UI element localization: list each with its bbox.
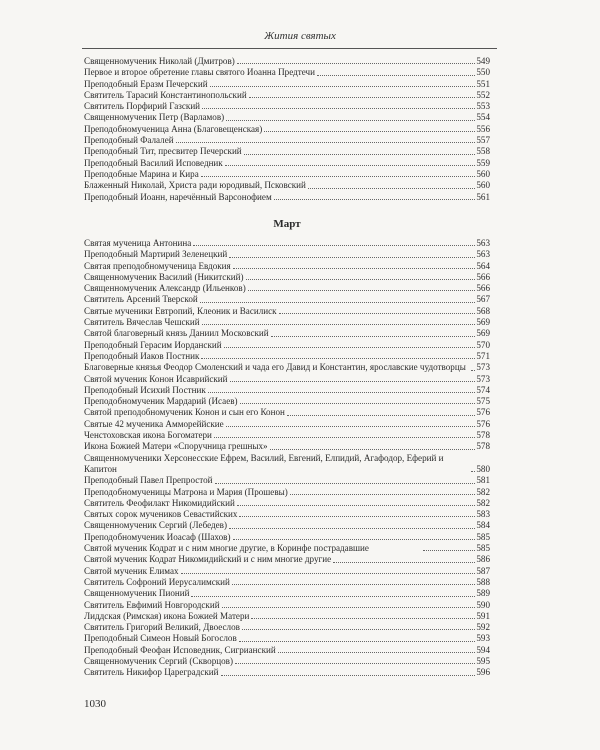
dot-leader [226, 120, 475, 121]
toc-entry [84, 158, 490, 169]
section-heading: Март [273, 218, 301, 230]
toc-entry [84, 667, 490, 678]
toc-entry-page: 586 [476, 554, 490, 565]
dot-leader [290, 494, 476, 495]
toc-entry [84, 340, 490, 351]
dot-leader [308, 188, 475, 189]
toc-entry-page: 552 [476, 89, 490, 100]
toc-entry-title: Преподобный Исихий Постник [84, 384, 206, 395]
dot-leader [232, 584, 475, 585]
dot-leader [191, 596, 475, 597]
toc-entry [84, 520, 490, 531]
toc-entry-title: Священномученик Петр (Варламов) [84, 112, 225, 123]
toc-entry [84, 112, 490, 123]
toc-entry [84, 566, 490, 577]
toc-entry [84, 487, 490, 498]
toc-entry [84, 192, 490, 203]
dot-leader [193, 245, 475, 246]
toc-entry-title: Преподобный Феофан Исповедник, Сигрианский [84, 644, 276, 655]
dot-leader [225, 165, 476, 166]
toc-entry-page: 580 [476, 463, 490, 474]
toc-entry [84, 419, 490, 430]
toc-entry-page: 576 [476, 418, 490, 429]
toc-entry-title: Святой мученик Кодрат и с ним многие другие, в Коринфе пострадавшие [84, 543, 369, 554]
toc-list-march [84, 238, 490, 679]
toc-entry-title: Преподобный Василий Исповедник [84, 157, 223, 168]
dot-leader [201, 176, 476, 177]
toc-entry-title: Благоверные князья Феодор Смоленский и чада его Давид и Константин, ярославские чудотворцы [84, 362, 466, 373]
dot-leader [471, 471, 475, 472]
toc-entry-title: Преподобный Мартирий Зеленецкий [84, 249, 228, 260]
toc-entry [84, 328, 490, 339]
toc-entry-page: 584 [476, 520, 490, 531]
toc-entry-title: Ченстоховская икона Богоматери [84, 430, 212, 441]
toc-entry-title: Святитель Никифор Цареградский [84, 667, 219, 678]
page-number: 1030 [84, 698, 106, 710]
dot-leader [264, 131, 475, 132]
toc-entry-page: 569 [476, 328, 490, 339]
toc-entry-page: 553 [476, 101, 490, 112]
toc-entry-title: Священномученик Василий (Никитский) [84, 271, 244, 282]
dot-leader [242, 629, 475, 630]
toc-entry-page: 573 [476, 373, 490, 384]
dot-leader [423, 550, 475, 551]
toc-entry-page: 576 [476, 407, 490, 418]
toc-entry [84, 577, 490, 588]
dot-leader [246, 279, 476, 280]
toc-entry-page: 550 [476, 67, 490, 78]
dot-leader [287, 415, 475, 416]
toc-entry-title: Святитель Феофилакт Никомидийский [84, 497, 235, 508]
toc-entry-page: 587 [476, 565, 490, 576]
toc-entry-title: Святитель Софроний Иерусалимский [84, 576, 230, 587]
toc-entry-page: 549 [476, 56, 490, 66]
toc-entry [84, 600, 490, 611]
toc-entry [84, 249, 490, 260]
toc-entry-title: Святой мученик Елимах [84, 565, 179, 576]
toc-entry-title: Святитель Порфирий Газский [84, 101, 201, 112]
toc-entry-page: 558 [476, 146, 490, 157]
toc-entry-title: Преподобные Марина и Кира [84, 168, 199, 179]
toc-entry-title: Преподобномученик Иоасаф (Шахов) [84, 531, 231, 542]
toc-entry-title: Святая преподобномученица Евдокия [84, 260, 231, 271]
dot-leader [244, 154, 476, 155]
toc-entry-page: 556 [476, 123, 490, 134]
toc-entry [84, 362, 490, 373]
running-head: Жития святых [264, 30, 336, 42]
toc-entry [84, 588, 490, 599]
toc-entry-page: 583 [476, 509, 490, 520]
toc-entry [84, 611, 490, 622]
toc-entry-title: Святитель Евфимий Новгородский [84, 599, 220, 610]
toc-entry-page: 569 [476, 317, 490, 328]
dot-leader [222, 607, 476, 608]
toc-entry [84, 135, 490, 146]
toc-entry-page: 595 [476, 655, 490, 666]
dot-leader [214, 437, 475, 438]
toc-entry-title: Священномученик Николай (Дмитров) [84, 56, 235, 66]
dot-leader [278, 652, 476, 653]
dot-leader [270, 449, 476, 450]
toc-entry-page: 571 [476, 350, 490, 361]
toc-entry-title: Преподобный Фалалей [84, 135, 174, 146]
toc-entry-title: Святитель Григорий Великий, Двоеслов [84, 622, 240, 633]
toc-entry-page: 591 [476, 610, 490, 621]
toc-entry [84, 261, 490, 272]
toc-entry-title: Святые мученики Евтропий, Клеоник и Василиск [84, 305, 277, 316]
toc-entry [84, 509, 490, 520]
toc-entry [84, 543, 490, 554]
dot-leader [221, 675, 476, 676]
toc-entry [84, 475, 490, 486]
toc-entry [84, 146, 490, 157]
toc-entry-page: 593 [476, 633, 490, 644]
toc-entry-title: Святой мученик Конон Исаврийский [84, 373, 228, 384]
toc-entry-page: 585 [476, 543, 491, 554]
dot-leader [202, 324, 476, 325]
dot-leader [200, 302, 476, 303]
toc-entry [84, 430, 490, 441]
toc-entry-page: 563 [476, 249, 490, 260]
toc-entry-title: Священномученик Пионий [84, 588, 190, 599]
toc-entry-title: Священномученики Херсонесские Ефрем, Василий, Евгений, Елпидий, Агафодор, Еферий и Капитон [84, 452, 444, 474]
toc-entry-page: 568 [476, 305, 490, 316]
dot-leader [210, 86, 476, 87]
toc-entry-title: Преподобный Симеон Новый Богослов [84, 633, 237, 644]
toc-entry-page: 559 [476, 157, 490, 168]
toc-entry [84, 283, 490, 294]
dot-leader [233, 539, 476, 540]
toc-entry [84, 67, 490, 78]
toc-entry-page: 589 [476, 588, 490, 599]
toc-entry-page: 581 [476, 475, 490, 486]
toc-entry [84, 180, 490, 191]
toc-entry-page: 578 [476, 430, 490, 441]
toc-entry-page: 582 [476, 497, 490, 508]
toc-entry [84, 453, 490, 476]
dot-leader [226, 426, 476, 427]
toc-entry-page: 585 [476, 531, 490, 542]
dot-leader [239, 516, 475, 517]
dot-leader [202, 108, 475, 109]
toc-entry [84, 374, 490, 385]
toc-entry-title: Преподобномученик Мардарий (Исаев) [84, 396, 238, 407]
dot-leader [201, 358, 475, 359]
toc-entry-title: Преподобный Еразм Печерский [84, 78, 208, 89]
dot-leader [224, 347, 476, 348]
toc-entry-page: 588 [476, 576, 490, 587]
toc-entry-page: 575 [476, 396, 490, 407]
toc-entry-title: Святой мученик Кодрат Никомидийский и с ним многие другие [84, 554, 332, 565]
dot-leader [279, 313, 476, 314]
toc-entry [84, 622, 490, 633]
toc-entry-page: 566 [476, 283, 490, 294]
dot-leader [176, 142, 476, 143]
toc-entry-page: 554 [476, 112, 490, 123]
toc-entry-page: 567 [476, 294, 490, 305]
toc-entry-title: Преподобный Иаков Постник [84, 350, 200, 361]
toc-entry [84, 532, 490, 543]
toc-entry-title: Преподобный Герасим Иорданский [84, 339, 222, 350]
toc-entry-title: Святой преподобномученик Конон и сын его Конон [84, 407, 285, 418]
toc-entry [84, 441, 490, 452]
toc-entry-title: Лиддская (Римская) икона Божией Матери [84, 610, 250, 621]
toc-entry-page: 570 [476, 339, 490, 350]
toc-entry [84, 90, 490, 101]
toc-entry-page: 594 [476, 644, 490, 655]
toc-entry [84, 79, 490, 90]
toc-entry-page: 566 [476, 271, 490, 282]
toc-entry [84, 56, 490, 67]
toc-entry-page: 590 [476, 599, 490, 610]
toc-entry-title: Святых сорок мучеников Севастийских [84, 509, 238, 520]
toc-entry-page: 574 [476, 384, 490, 395]
toc-entry-page: 560 [476, 180, 490, 191]
toc-entry-title: Святитель Тарасий Константинопольский [84, 89, 247, 100]
toc-entry [84, 656, 490, 667]
dot-leader [333, 562, 475, 563]
toc-entry-page: 560 [476, 168, 490, 179]
toc-entry-title: Священномученик Сергий (Скворцов) [84, 655, 233, 666]
dot-leader [471, 370, 475, 371]
toc-entry-title: Преподобномученица Анна (Благовещенская) [84, 123, 263, 134]
dot-leader [239, 641, 476, 642]
toc-entry-title: Преподобный Иоанн, наречённый Варсонофием [84, 191, 272, 202]
toc-entry [84, 633, 490, 644]
toc-entry [84, 169, 490, 180]
toc-entry [84, 645, 490, 656]
toc-entry-page: 551 [476, 78, 490, 89]
toc-entry [84, 554, 490, 565]
toc-entry-title: Святитель Вячеслав Чешский [84, 317, 200, 328]
toc-entry-page: 564 [476, 260, 490, 271]
toc-entry-title: Преподобный Тит, пресвитер Печерский [84, 146, 242, 157]
toc-entry [84, 396, 490, 407]
toc-entry-page: 592 [476, 622, 490, 633]
toc-entry-title: Первое и второе обретение главы святого Иоанна Предтечи [84, 67, 315, 78]
toc-entry-title: Святитель Арсений Тверской [84, 294, 198, 305]
dot-leader [230, 381, 476, 382]
toc-entry [84, 306, 490, 317]
dot-leader [235, 663, 475, 664]
toc-entry-page: 573 [476, 362, 490, 373]
toc-entry-title: Икона Божией Матери «Споручница грешных» [84, 441, 268, 452]
toc-list-february [84, 56, 490, 203]
toc-entry [84, 272, 490, 283]
toc-entry [84, 498, 490, 509]
dot-leader [240, 403, 476, 404]
toc-entry [84, 317, 490, 328]
dot-leader [237, 505, 476, 506]
dot-leader [215, 483, 476, 484]
toc-entry [84, 351, 490, 362]
toc-entry [84, 238, 490, 249]
toc-entry-page: 557 [476, 135, 490, 146]
toc-entry [84, 124, 490, 135]
toc-entry [84, 294, 490, 305]
toc-entry-title: Святые 42 мученика Аммореййские [84, 418, 224, 429]
toc-entry-title: Блаженный Николай, Христа ради юродивый, Псковский [84, 180, 306, 191]
toc-entry-title: Священномученик Сергий (Лебедев) [84, 520, 227, 531]
toc-entry-page: 582 [476, 486, 490, 497]
dot-leader [237, 63, 476, 64]
toc-entry-page: 578 [476, 441, 490, 452]
toc-entry-page: 563 [476, 238, 490, 248]
toc-entry [84, 407, 490, 418]
toc-entry [84, 385, 490, 396]
dot-leader [249, 97, 476, 98]
dot-leader [208, 392, 476, 393]
toc-entry-title: Преподобный Павел Препростой [84, 475, 213, 486]
dot-leader [251, 618, 475, 619]
dot-leader [271, 336, 476, 337]
toc-entry-title: Святой благоверный князь Даниил Московский [84, 328, 269, 339]
dot-leader [233, 268, 476, 269]
toc-entry-page: 561 [476, 191, 490, 202]
toc-entry [84, 101, 490, 112]
dot-leader [248, 290, 476, 291]
toc-entry-page: 596 [476, 667, 490, 678]
dot-leader [181, 573, 476, 574]
dot-leader [229, 528, 475, 529]
header-rule [82, 48, 497, 49]
dot-leader [317, 75, 475, 76]
dot-leader [274, 199, 476, 200]
toc-entry-title: Преподобномученицы Матрона и Мария (Прошевы) [84, 486, 288, 497]
dot-leader [229, 257, 475, 258]
toc-entry-title: Святая мученица Антонина [84, 238, 192, 248]
toc-entry-title: Священномученик Александр (Ильенков) [84, 283, 246, 294]
